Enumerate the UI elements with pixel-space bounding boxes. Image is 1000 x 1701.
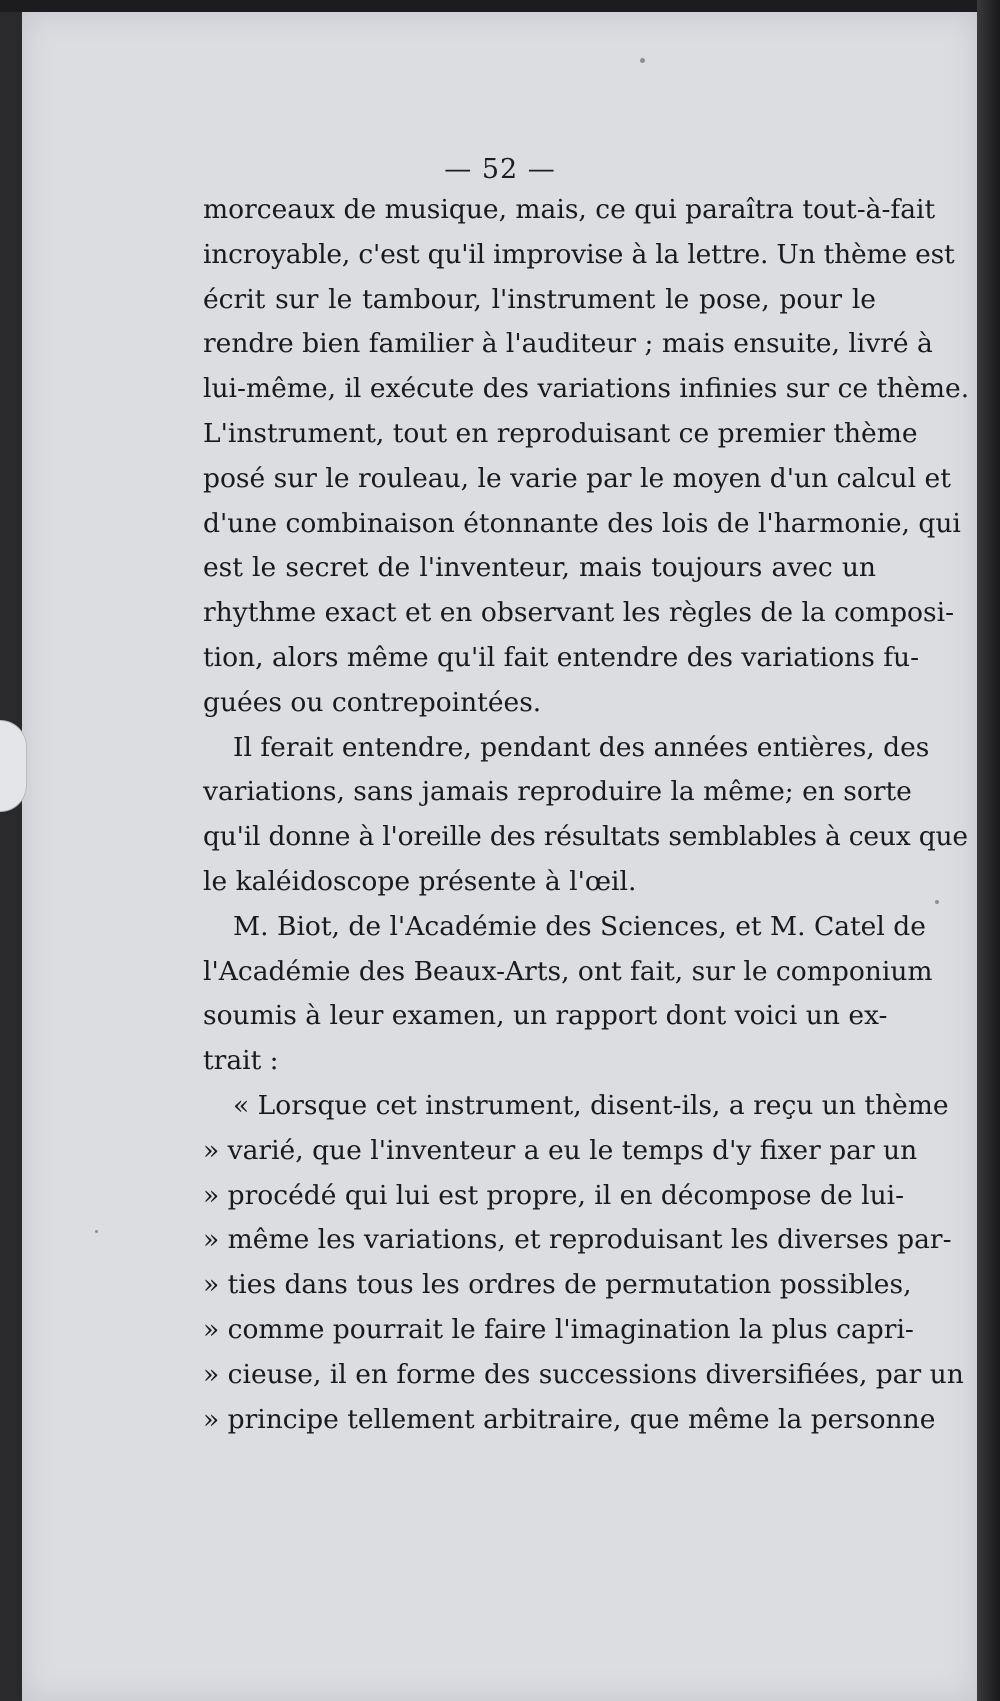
- text-line: » même les variations, et reproduisant les diverses par-: [203, 1224, 952, 1256]
- text-line: d'une combinaison étonnante des lois de l'harmonie, qui: [203, 507, 961, 539]
- text-line: M. Biot, de l'Académie des Sciences, et M. Catel de: [233, 910, 926, 942]
- text-line: » cieuse, il en forme des successions diversifiées, par un: [203, 1358, 964, 1390]
- text-line: » varié, que l'inventeur a eu le temps d'y fixer par un: [203, 1134, 918, 1166]
- paper-speck: [640, 58, 645, 63]
- text-line: « Lorsque cet instrument, disent-ils, a reçu un thème: [233, 1089, 949, 1121]
- text-line: L'instrument, tout en reproduisant ce premier thème: [203, 417, 918, 449]
- paper-speck: [95, 1230, 98, 1233]
- text-line: rendre bien familier à l'auditeur ; mais ensuite, livré à: [203, 328, 933, 360]
- text-line: le kaléidoscope présente à l'œil.: [203, 865, 637, 897]
- text-line: » principe tellement arbitraire, que même la personne: [203, 1403, 936, 1435]
- text-line: lui-même, il exécute des variations infinies sur ce thème.: [203, 373, 970, 405]
- text-line: guées ou contrepointées.: [203, 686, 542, 718]
- text-line: » ties dans tous les ordres de permutation possibles,: [203, 1269, 912, 1301]
- book-top-edge: [0, 0, 1000, 12]
- text-line: variations, sans jamais reproduire la même; en sorte: [203, 776, 912, 808]
- text-line: est le secret de l'inventeur, mais toujours avec un: [203, 552, 876, 584]
- text-line: l'Académie des Beaux-Arts, ont fait, sur le componium: [203, 955, 933, 987]
- text-line: trait :: [203, 1045, 279, 1077]
- body-text: [203, 188, 970, 1442]
- text-line: morceaux de musique, mais, ce qui paraîtra tout-à-fait: [203, 194, 936, 225]
- text-line: qu'il donne à l'oreille des résultats semblables à ceux que: [203, 821, 968, 853]
- text-line: rhythme exact et en observant les règles de la composi-: [203, 597, 955, 629]
- text-line: Il ferait entendre, pendant des années entières, des: [233, 731, 930, 763]
- text-line: incroyable, c'est qu'il improvise à la lettre. Un thème est: [203, 238, 955, 270]
- book-spine-shadow: [977, 0, 1000, 1701]
- text-line: » comme pourrait le faire l'imagination la plus capri-: [203, 1313, 914, 1345]
- text-line: » procédé qui lui est propre, il en décompose de lui-: [203, 1179, 905, 1211]
- text-line: tion, alors même qu'il fait entendre des variations fu-: [203, 641, 920, 673]
- text-line: écrit sur le tambour, l'instrument le pose, pour le: [203, 283, 876, 315]
- page-number: — 52 —: [444, 154, 556, 185]
- text-line: posé sur le rouleau, le varie par le moyen d'un calcul et: [203, 462, 951, 494]
- paper-speck: [935, 900, 939, 904]
- page-tab-marker: [0, 720, 27, 812]
- text-line: soumis à leur examen, un rapport dont voici un ex-: [203, 1000, 888, 1032]
